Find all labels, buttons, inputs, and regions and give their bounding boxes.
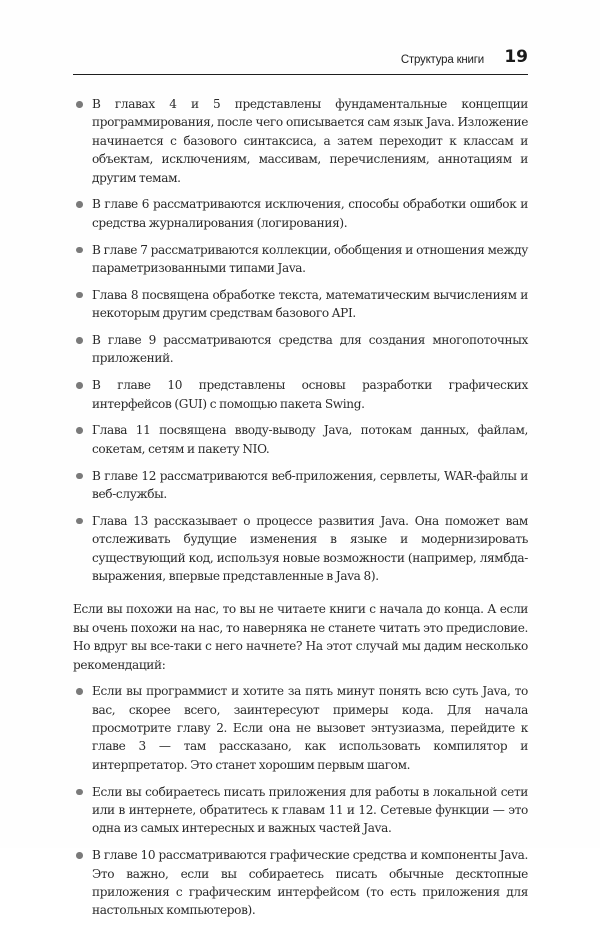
list-item-text: Глава 8 посвящена обработке текста, математическим вычислениям и некоторым другим средствам базового API. [92,287,528,321]
list-item-text: Глава 11 посвящена вводу-выводу Java, потокам данных, файлам, сокетам, сетям и пакету NIO. [92,423,528,456]
list-item-text: Если вы собираетесь писать приложения для работы в локальной сети или в интернете, обратитесь к главам 11 и 12. Сетевые функции — это одна из самых интересных и важных частей Java. [92,784,528,836]
bullet-icon [76,688,83,695]
bullet-icon [76,789,83,796]
body-paragraph: Если вы похожи на нас, то вы не читаете книги с начала до конца. А если вы очень похожи на нас, то наверняка не станете читать это предисловие. Но вдруг вы все-таки с него начнете? На этот случай мы дадим несколько рекомендаций: [73,602,528,672]
list-item-text: Глава 13 рассказывает о процессе развития Java. Она поможет вам отслеживать будущие изменения в языке и модернизировать существующий код, используя новые возможности (например, лямбда-выражения, впервые представленные в Java 8). [92,513,528,584]
list-item-text: В главе 10 представлены основы разработки графических интерфейсов (GUI) с помощью пакета Swing. [92,378,528,411]
list-item [73,331,528,368]
list-item [73,783,528,838]
bullet-icon [76,101,83,108]
list-item [73,286,528,323]
list-item [73,512,528,586]
list-item-text: В главе 10 рассматриваются графические средства и компоненты Java. Это важно, если вы собираетесь писать обычные десктопные приложения с графическим интерфейсом (то есть приложения для настольных компьютеров). [92,848,528,918]
recommendation-list [73,682,528,920]
page-header [73,44,528,75]
list-item [73,376,528,413]
list-item [73,195,528,232]
list-item-text: Если вы программист и хотите за пять минут понять всю суть Java, то вас, скорее всего, заинтересуют примеры кода. Для начала просмотрите главу 2. Если она не вызовет энтузиазма, перейдите к главе 3 — там рассказано, как использовать компилятор и интерпретатор. Это станет хорошим первым шагом. [92,684,528,772]
bullet-icon [76,201,83,208]
chapter-list [73,95,528,585]
bullet-icon [76,292,83,299]
list-item-text: В главе 6 рассматриваются исключения, способы обработки ошибок и средства журналирования (логирования). [92,197,528,230]
list-item-text: В главах 4 и 5 представлены фундаментальные концепции программирования, после чего описывается сам язык Java. Изложение начинается с базового синтаксиса, а затем переходит к классам и объектам, исключениям, массивам, перечислениям, аннотациям и другим темам. [92,97,528,185]
page-number: 19 [504,47,528,67]
bullet-icon [76,473,83,480]
running-title: Структура книги [400,54,484,66]
page-body [73,95,528,928]
list-item [73,846,528,920]
list-item-text: В главе 9 рассматриваются средства для создания многопоточных приложений. [92,333,528,366]
bullet-icon [76,427,83,434]
bullet-icon [76,337,83,344]
list-item-text: В главе 12 рассматриваются веб-приложения, сервлеты, WAR-файлы и веб-службы. [92,468,528,502]
bullet-icon [76,852,83,859]
bullet-icon [76,518,83,525]
bullet-icon [76,382,83,389]
bullet-icon [76,247,83,254]
list-item [73,421,528,458]
list-item [73,467,528,504]
list-item-text: В главе 7 рассматриваются коллекции, обобщения и отношения между параметризованными типами Java. [92,242,528,276]
list-item [73,95,528,187]
list-item [73,241,528,278]
list-item [73,682,528,774]
